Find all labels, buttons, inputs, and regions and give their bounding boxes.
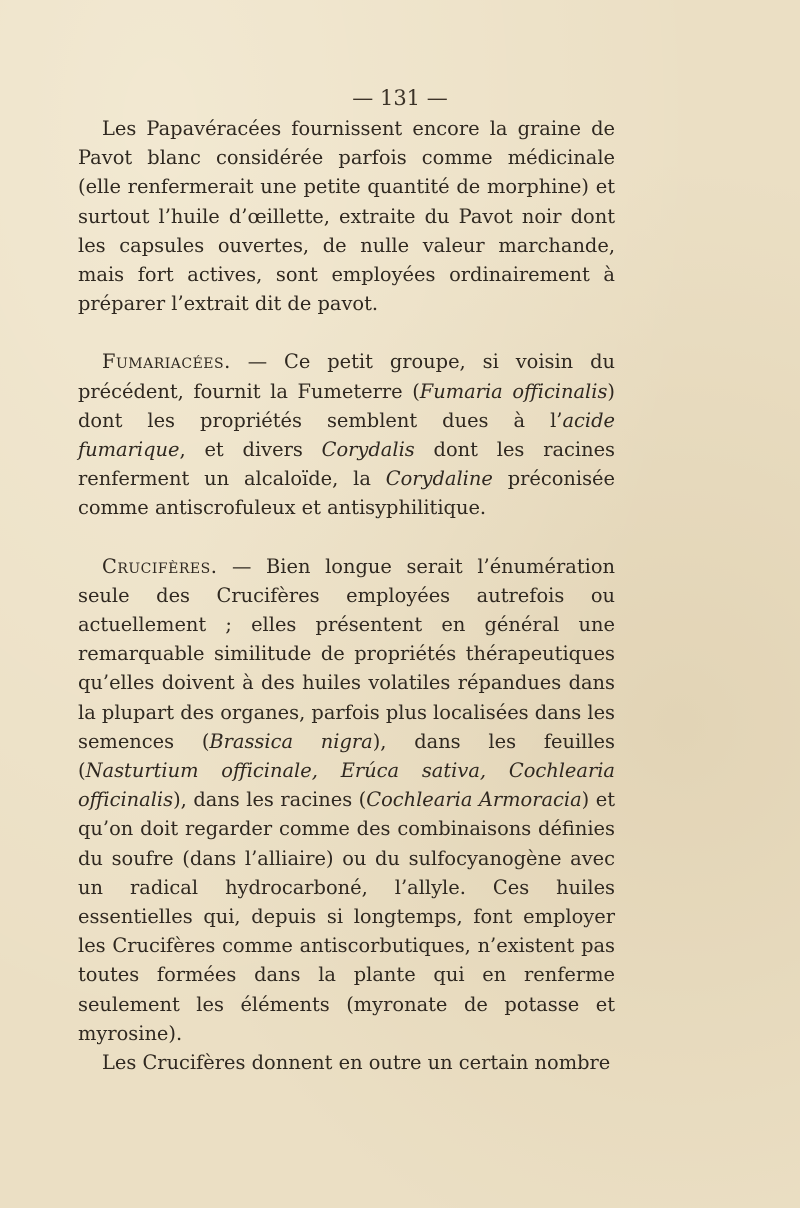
text-segment: Les Papavéracées fournissent encore la graine de Pavot blanc considérée parfois comme médicinale (elle renfermerait une petite quantité de morphine) et surtout l’huile d’œillette, extraite du Pavot noir dont les capsules ouvertes, de nulle valeur marchande, mais fort actives, sont employées ordinairement à préparer l’extrait dit de pavot. (78, 117, 615, 316)
text-segment: dont les racines renferment un alcaloïde, la (78, 438, 616, 491)
italic-term: Fumaria officinalis (419, 379, 608, 403)
paragraph-cruciferes-continued (78, 1048, 615, 1077)
text-segment: ) et qu’on doit regarder comme des combinaisons définies du soufre (dans l’alliaire) ou du sulfocyanogène avec un radical hydrocarboné, l’allyle. Ces huiles essentielles qui, depuis si longtemps, font employer les Crucifères comme antiscorbutiques, n’existent pas toutes formées dans la plante qui en renferme seulement les éléments (myronate de potasse et myrosine). (78, 788, 616, 1045)
italic-term: Corydaline (385, 467, 493, 491)
text-segment: Les Crucifères donnent en outre un certain nombre (102, 1051, 611, 1075)
section-heading-cruciferes: Crucifères. (102, 554, 218, 578)
italic-term: Nasturtium officinale, Erúca sativa, Cochlearia officinalis (78, 759, 615, 812)
text-segment: ), dans les feuilles ( (78, 729, 615, 783)
text-segment: — Bien longue serait l’énumération seule des Crucifères employées autrefois ou actuellement ; elles présentent en général une remarquable similitude de propriétés thérapeutiques qu’elles doivent à des huiles volatiles répandues dans la plupart des organes, parfois plus localisées dans les semences ( (78, 554, 615, 753)
text-segment: ), dans les racines ( (173, 788, 367, 812)
body-text (78, 114, 615, 1077)
text-segment: préconisée comme antiscrofuleux et antisyphilitique. (78, 467, 615, 520)
text-segment: , et divers (179, 438, 322, 462)
page-number: — 131 — (352, 86, 448, 110)
italic-term: Corydalis (321, 438, 415, 462)
text-segment: — Ce petit groupe, si voisin du précédent, fournit la Fumeterre ( (78, 350, 615, 403)
paragraph-fumariacees (78, 347, 615, 522)
paragraph-cruciferes (78, 552, 615, 1048)
italic-term: Brassica nigra (209, 729, 373, 753)
paragraph-papaveracees (78, 114, 615, 318)
section-heading-fumariacees: Fumariacées. (102, 350, 231, 374)
text-segment: ) dont les propriétés semblent dues à l’ (78, 379, 615, 432)
italic-term: acide fumarique (78, 408, 615, 462)
italic-term: Cochlearia Armoracia (366, 788, 582, 812)
